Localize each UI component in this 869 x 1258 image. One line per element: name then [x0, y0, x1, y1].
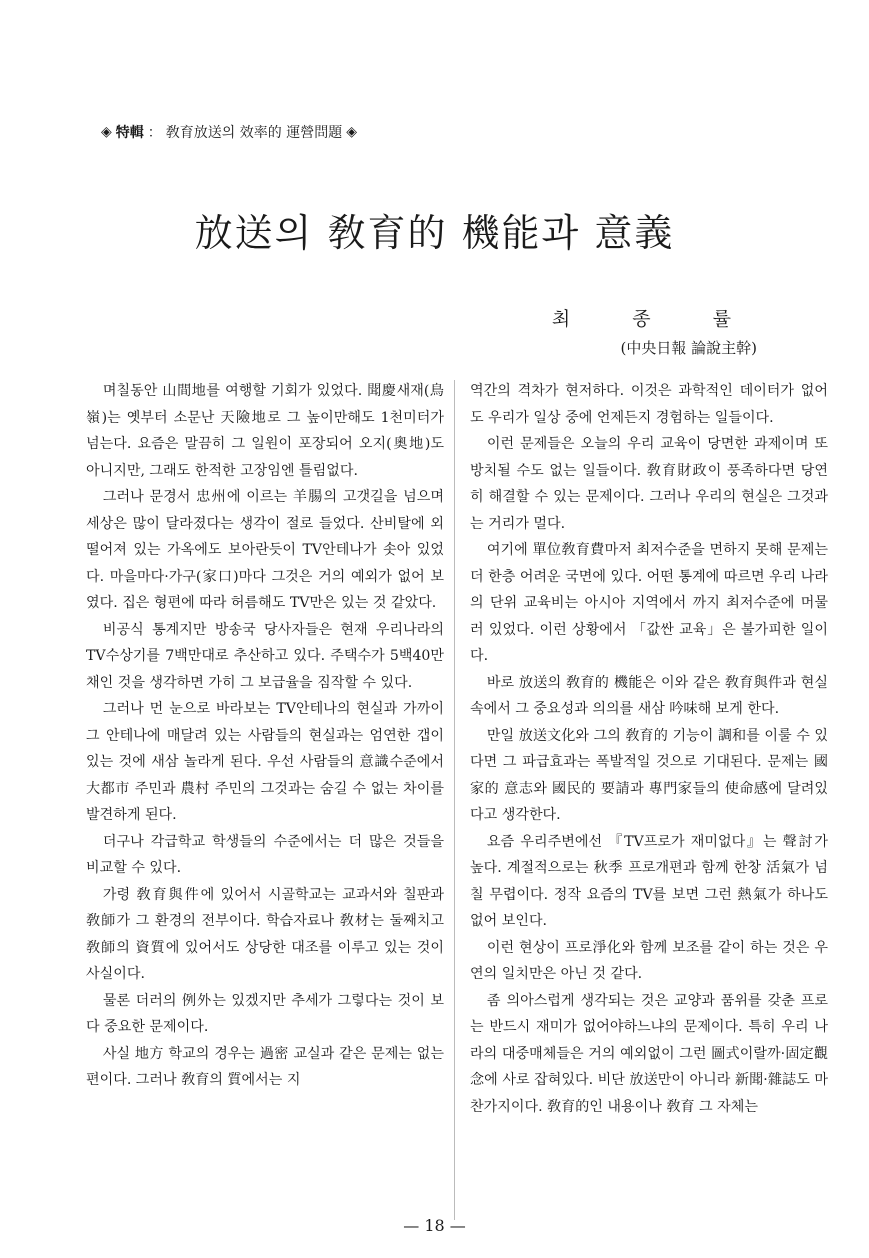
paragraph: 사실 地方 학교의 경우는 過密 교실과 같은 문제는 없는 편이다. 그러나 敎育의 質에서는 지: [86, 1045, 444, 1088]
paragraph: 만일 放送文化와 그의 敎育的 기능이 調和를 이룰 수 있다면 그 파급효과는 폭발적일 것으로 기대된다. 문제는 國家的 意志와 國民的 要請과 專門家들의 使命感에 달려있다고 생각한다.: [470, 727, 828, 823]
paragraph: 역간의 격차가 현저하다. 이것은 과학적인 데이터가 없어도 우리가 일상 중에 언제든지 경험하는 일들이다.: [470, 383, 828, 426]
paragraph: 요즘 우리주변에선 『TV프로가 재미없다』는 聲討가 높다. 계절적으로는 秋季 프로개편과 함께 한창 活氣가 넘칠 무렵이다. 정작 요즘의 TV를 보면 그런 熱氣가 하나도 없어 보인다.: [470, 833, 828, 929]
paragraph: 가령 敎育與件에 있어서 시골학교는 교과서와 칠판과 敎師가 그 환경의 전부이다. 학습자료나 敎材는 둘째치고 敎師의 資質에 있어서도 상당한 대조를 이루고 있는 것이 사실이다.: [86, 886, 444, 982]
author-name: 최 종 률: [551, 308, 759, 330]
header-text: 敎育放送의 效率的 運營問題: [165, 125, 343, 141]
paragraph: 그러나 먼 눈으로 바라보는 TV안테나의 현실과 가까이 그 안테나에 매달려 있는 사람들의 현실과는 엄연한 갭이 있는 것에 새삼 놀라게 된다. 우선 사람들의 意識수준에서 大都市 주민과 農村 주민의 그것과는 숨길 수 없는 차이를 발견하게 된다.: [86, 701, 444, 823]
paragraph: 며칠동안 山間地를 여행할 기회가 있었다. 聞慶새재(鳥嶺)는 옛부터 소문난 天險地로 그 높이만해도 1천미터가 넘는다. 요즘은 말끔히 그 일원이 포장되어 오지(奧地)도 아니지만, 그래도 한적한 고장임엔 틀림없다.: [86, 383, 444, 479]
paragraph: 더구나 각급학교 학생들의 수준에서는 더 많은 것들을 비교할 수 있다.: [86, 833, 444, 876]
paragraph: 바로 放送의 敎育的 機能은 이와 같은 敎育與件과 현실 속에서 그 중요성과 의의를 새삼 吟味해 보게 한다.: [470, 674, 828, 717]
paragraph: 이런 현상이 프로淨化와 함께 보조를 같이 하는 것은 우연의 일치만은 아닌 것 같다.: [470, 939, 828, 982]
page-number: — 18 —: [403, 1216, 466, 1235]
section-header: [101, 122, 357, 142]
paragraph: 여기에 單位敎育費마저 최저수준을 면하지 못해 문제는 더 한층 어려운 국면에 있다. 어떤 통계에 따르면 우리 나라의 단위 교육비는 아시아 지역에서 까지 최저수준에 머물러 있었다. 이런 상황에서 「값싼 교육」은 불가피한 일이다.: [470, 542, 828, 664]
header-separator: ：: [147, 125, 162, 141]
left-column: [86, 378, 444, 1094]
paragraph: 그러나 문경서 忠州에 이르는 羊腸의 고갯길을 넘으며 세상은 많이 달라졌다는 생각이 절로 들었다. 산비탈에 외떨어져 있는 가옥에도 보아란듯이 TV안테나가 솟아 있었다. 마을마다·가구(家口)마다 그것은 거의 예외가 없어 보였다. 집은 형편에 따라 허름해도 TV만은 있는 것 같았다.: [86, 489, 444, 611]
paragraph: 비공식 통계지만 방송국 당사자들은 현재 우리나라의 TV수상기를 7백만대로 추산하고 있다. 주택수가 5백40만채인 것을 생각하면 가히 그 보급율을 짐작할 수 있다.: [86, 621, 444, 691]
header-prefix: 特輯: [115, 125, 144, 141]
paragraph: 물론 더러의 例外는 있겠지만 추세가 그렇다는 것이 보다 중요한 문제이다.: [86, 992, 444, 1035]
paragraph: 이런 문제들은 오늘의 우리 교육이 당면한 과제이며 또 방치될 수도 없는 일들이다. 敎育財政이 풍족하다면 당연히 해결할 수 있는 문제이다. 그러나 우리의 현실은 그것과는 거리가 멀다.: [470, 436, 828, 532]
column-divider: [454, 380, 455, 1220]
article-title: 放送의 敎育的 機能과 意義: [194, 211, 675, 255]
diamond-left-icon: ◈: [101, 124, 112, 140]
right-column: [470, 378, 828, 1120]
diamond-right-icon: ◈: [346, 124, 357, 140]
author-affiliation: (中央日報 論說主幹): [620, 339, 757, 357]
paragraph: 좀 의아스럽게 생각되는 것은 교양과 품위를 갖춘 프로는 반드시 재미가 없어야하느냐의 문제이다. 특히 우리 나라의 대중매체들은 거의 예외없이 그런 圖式이랄까·固定觀念에 사로 잡혀있다. 비단 放送만이 아니라 新聞·雜誌도 마찬가지이다. 敎育的인 내용이나 敎育 그 자체는: [470, 992, 828, 1115]
